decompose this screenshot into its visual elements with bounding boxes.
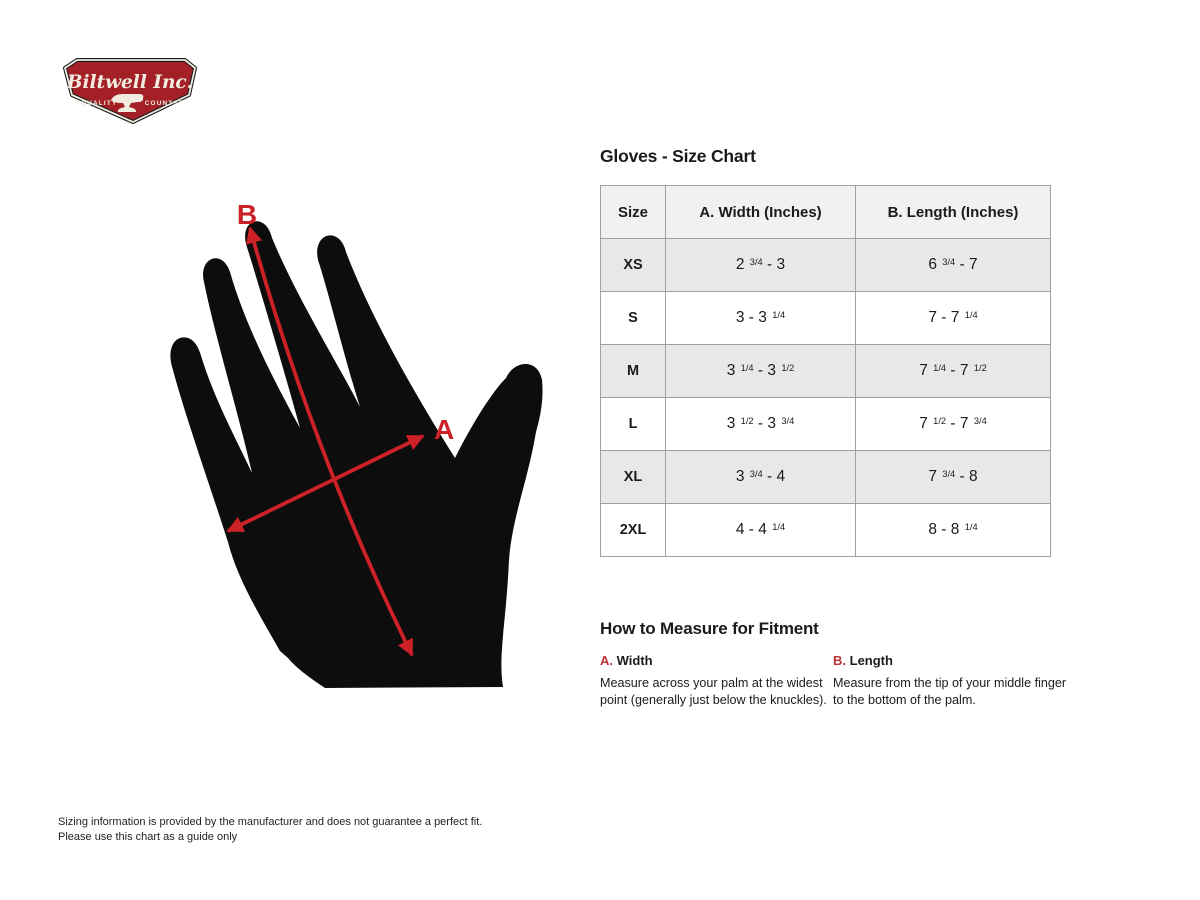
length-cell: 7 $^{1/2}$ - 7 $^{3/4}$ — [856, 398, 1051, 451]
hand-measurement-diagram — [140, 180, 570, 710]
width-cell: 3 $^{1/2}$ - 3 $^{3/4}$ — [666, 398, 856, 451]
size-cell: S — [601, 292, 666, 345]
biltwell-logo — [55, 55, 205, 127]
measure-title: How to Measure for Fitment — [600, 619, 819, 638]
width-cell: 3 $^{1/4}$ - 3 $^{1/2}$ — [666, 345, 856, 398]
size-chart-table — [600, 185, 1051, 557]
length-cell: 6 $^{3/4}$ - 7 — [856, 239, 1051, 292]
measure-a-label — [600, 653, 828, 668]
width-cell: 4 - 4 $^{1/4}$ — [666, 504, 856, 557]
size-row-xl — [601, 451, 1051, 504]
disclaimer-line1: Sizing information is provided by the manufacturer and does not guarantee a perfect fit. — [58, 816, 483, 828]
label-b: B — [236, 199, 258, 230]
size-cell: XL — [601, 451, 666, 504]
size-cell: XS — [601, 239, 666, 292]
size-row-s — [601, 292, 1051, 345]
logo-tagline-counts: COUNTS” — [144, 100, 184, 107]
column-header-length: B. Length (Inches) — [856, 186, 1051, 239]
width-cell: 3 - 3 $^{1/4}$ — [666, 292, 856, 345]
measure-a-name: Width — [616, 653, 653, 668]
measure-b-name: Length — [849, 653, 893, 668]
measure-a-text: Measure across your palm at the widest point (generally just below the knuckles). — [600, 676, 827, 707]
width-cell: 2 $^{3/4}$ - 3 — [666, 239, 856, 292]
column-header-width: A. Width (Inches) — [666, 186, 856, 239]
measure-width-instructions — [600, 653, 828, 708]
length-cell: 7 - 7 $^{1/4}$ — [856, 292, 1051, 345]
size-row-xs — [601, 239, 1051, 292]
size-chart-header-row — [601, 186, 1051, 239]
column-header-size: Size — [601, 186, 666, 239]
disclaimer — [58, 815, 482, 845]
measure-b-label — [833, 653, 1075, 668]
size-cell: M — [601, 345, 666, 398]
measure-b-letter: B. — [833, 653, 846, 668]
size-cell: 2XL — [601, 504, 666, 557]
measure-a-letter: A. — [600, 653, 613, 668]
size-row-2xl — [601, 504, 1051, 557]
label-a: A — [434, 414, 455, 445]
logo-brand-text: Biltwell Inc. — [66, 72, 194, 93]
hand-diagram-svg — [140, 180, 570, 710]
length-cell: 7 $^{3/4}$ - 8 — [856, 451, 1051, 504]
size-cell: L — [601, 398, 666, 451]
length-cell: 8 - 8 $^{1/4}$ — [856, 504, 1051, 557]
size-row-m — [601, 345, 1051, 398]
disclaimer-line2: Please use this chart as a guide only — [58, 831, 238, 844]
size-row-l — [601, 398, 1051, 451]
size-chart-title: Gloves - Size Chart — [600, 146, 756, 166]
length-cell: 7 $^{1/4}$ - 7 $^{1/2}$ — [856, 345, 1051, 398]
measure-length-instructions — [833, 653, 1075, 708]
logo-badge — [55, 55, 205, 127]
measure-b-text: Measure from the tip of your middle finger to the bottom of the palm. — [833, 676, 1067, 707]
width-cell: 3 $^{3/4}$ - 4 — [666, 451, 856, 504]
logo-tagline-quality: “QUALITY — [76, 100, 118, 107]
hand-silhouette — [170, 221, 542, 688]
